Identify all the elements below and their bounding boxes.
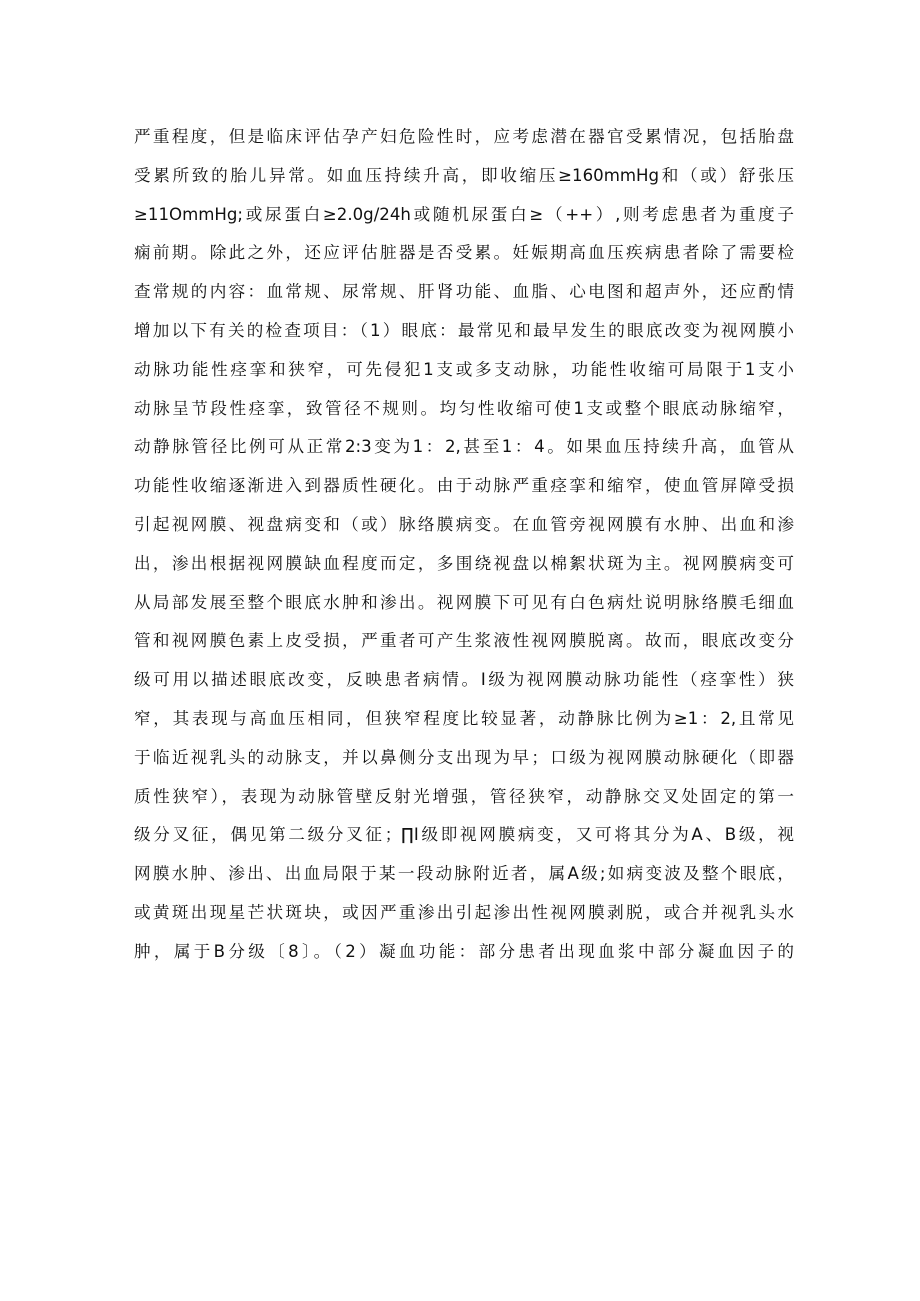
text-line: 窄，其表现与高血压相同，但狭窄程度比较显著，动静脉比例为≥1：2,且常见 (134, 708, 794, 728)
text-line: 受累所致的胎儿异常。如血压持续升高，即收缩压≥160mmHg和（或）舒张压 (134, 165, 794, 185)
body-paragraph (134, 118, 794, 972)
text-line: 出，渗出根据视网膜缺血程度而定，多围绕视盘以棉絮状斑为主。视网膜病变可 (134, 553, 794, 573)
text-line: 功能性收缩逐渐进入到器质性硬化。由于动脉严重痉挛和缩窄，使血管屏障受损 (134, 476, 794, 496)
text-line: 肿，属于B分级〔8〕。（2）凝血功能：部分患者出现血浆中部分凝血因子的 (134, 941, 794, 961)
text-line: 级可用以描述眼底改变，反映患者病情。I级为视网膜动脉功能性（痉挛性）狭 (134, 670, 794, 690)
text-line: 增加以下有关的检查项目：（1）眼底：最常见和最早发生的眼底改变为视网膜小 (134, 320, 794, 340)
text-line: 查常规的内容：血常规、尿常规、肝肾功能、血脂、心电图和超声外，还应酌情 (134, 282, 794, 302)
text-line: 级分叉征，偶见第二级分叉征；∏I级即视网膜病变，又可将其分为A、B级，视 (134, 825, 794, 845)
text-line: 动脉功能性痉挛和狭窄，可先侵犯1支或多支动脉，功能性收缩可局限于1支小 (134, 359, 794, 379)
text-line: 痫前期。除此之外，还应评估脏器是否受累。妊娠期高血压疾病患者除了需要检 (134, 243, 794, 263)
text-line: 管和视网膜色素上皮受损，严重者可产生浆液性视网膜脱离。故而，眼底改变分 (134, 631, 794, 651)
text-line: 于临近视乳头的动脉支，并以鼻侧分支出现为早；口级为视网膜动脉硬化（即器 (134, 747, 794, 767)
text-line: 动静脉管径比例可从正常2:3变为1：2,甚至1：4。如果血压持续升高，血管从 (134, 437, 794, 457)
text-line: 引起视网膜、视盘病变和（或）脉络膜病变。在血管旁视网膜有水肿、出血和渗 (134, 514, 794, 534)
text-line: 或黄斑出现星芒状斑块，或因严重渗出引起渗出性视网膜剥脱，或合并视乳头水 (134, 902, 794, 922)
text-line: ≥11OmmHg;或尿蛋白≥2.0g/24h或随机尿蛋白≥（++）,则考虑患者为重度子 (134, 204, 794, 224)
text-line: 从局部发展至整个眼底水肿和渗出。视网膜下可见有白色病灶说明脉络膜毛细血 (134, 592, 794, 612)
text-line: 严重程度，但是临床评估孕产妇危险性时，应考虑潜在器官受累情况，包括胎盘 (134, 127, 794, 146)
text-line: 动脉呈节段性痉挛，致管径不规则。均匀性收缩可使1支或整个眼底动脉缩窄， (134, 398, 794, 418)
text-line: 质性狭窄），表现为动脉管壁反射光增强，管径狭窄，动静脉交叉处固定的第一 (134, 786, 794, 806)
text-line: 网膜水肿、渗出、出血局限于某一段动脉附近者，属A级;如病变波及整个眼底， (134, 864, 794, 884)
